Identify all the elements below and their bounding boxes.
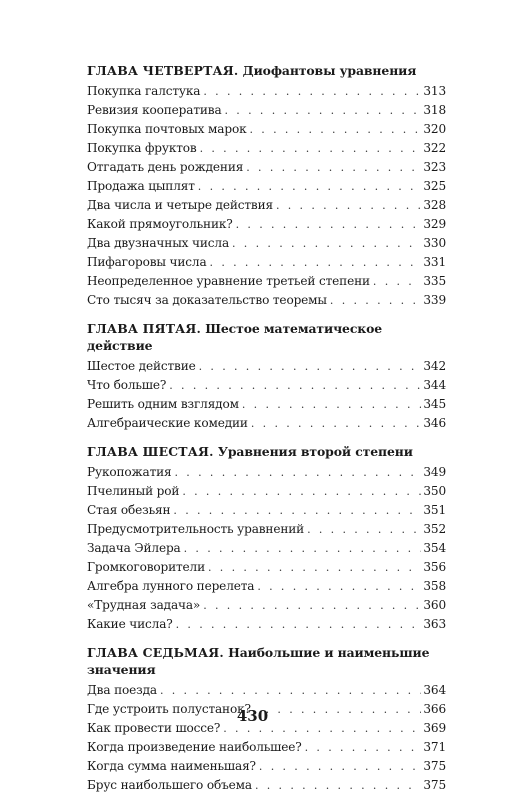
- dot-leader: [184, 539, 422, 558]
- chapter-4: [87, 62, 446, 310]
- toc-entry-page: 325: [423, 179, 446, 193]
- toc-entry-page: 313: [423, 84, 446, 98]
- toc-entry-title: Два числа и четыре действия: [87, 198, 273, 212]
- dot-leader: [210, 253, 422, 272]
- chapter-heading: [87, 320, 446, 354]
- chapter-5: [87, 320, 446, 433]
- toc-entry-title: Два двузначных числа: [87, 236, 230, 250]
- chapter-label: ГЛАВА ПЯТАЯ.: [87, 321, 202, 336]
- toc-entry: [87, 139, 446, 158]
- toc-entry-page: 360: [423, 598, 446, 612]
- toc-entry-title: Рукопожатия: [87, 465, 172, 479]
- toc-entry-title: Продажа цыплят: [87, 179, 195, 193]
- toc-entry-title: Покупка фруктов: [87, 141, 197, 155]
- toc-entry-page: 342: [423, 359, 446, 373]
- dot-leader: [236, 215, 422, 234]
- toc-entry-title: Отгадать день рождения: [87, 160, 244, 174]
- toc-entry: [87, 101, 446, 120]
- dot-leader: [199, 357, 422, 376]
- toc-entry-page: 369: [423, 721, 446, 735]
- toc-entry: [87, 501, 446, 520]
- toc-entry-page: 318: [423, 103, 446, 117]
- chapter-label: ГЛАВА ШЕСТАЯ.: [87, 444, 214, 459]
- toc-entry-title: Когда сумма наименьшая?: [87, 759, 256, 773]
- dot-leader: [208, 558, 421, 577]
- toc-entry: [87, 291, 446, 310]
- toc-entry: [87, 757, 446, 776]
- toc-entry: [87, 82, 446, 101]
- chapter-entries: [87, 463, 446, 634]
- toc-entry: [87, 520, 446, 539]
- toc-entry-page: 354: [423, 541, 446, 555]
- toc-entry-title: Как провести шоссе?: [87, 721, 221, 735]
- toc-entry-page: 375: [423, 778, 446, 792]
- chapter-entries: [87, 82, 446, 310]
- toc-entry-page: 349: [423, 465, 446, 479]
- toc-entry: [87, 395, 446, 414]
- dot-leader: [246, 158, 421, 177]
- toc-entry-title: «Трудная задача»: [87, 598, 201, 612]
- chapter-label: ГЛАВА СЕДЬМАЯ.: [87, 645, 224, 660]
- chapter-label: ГЛАВА ЧЕТВЕРТАЯ.: [87, 63, 239, 78]
- toc-entry: [87, 615, 446, 634]
- toc-entry-page: 323: [423, 160, 446, 174]
- chapter-heading: [87, 443, 446, 460]
- toc-entry-page: 352: [423, 522, 446, 536]
- toc-entry-title: Где устроить полустанок?: [87, 702, 251, 716]
- toc-entry-page: 356: [423, 560, 446, 574]
- chapter-entries: [87, 681, 446, 795]
- chapter-title: Уравнения второй степени: [217, 444, 413, 459]
- toc-entry-page: 345: [423, 397, 446, 411]
- dot-leader: [330, 291, 421, 310]
- page-number: 430: [236, 707, 269, 725]
- dot-leader: [255, 776, 421, 795]
- toc-entry-title: Громкоговорители: [87, 560, 205, 574]
- toc-entry-title: Алгебра лунного перелета: [87, 579, 255, 593]
- toc-entry-page: 364: [423, 683, 446, 697]
- toc-entry: [87, 776, 446, 795]
- chapter-title: Шестое математическое действие: [87, 321, 383, 353]
- toc-entry-page: 344: [423, 378, 446, 392]
- dot-leader: [200, 139, 422, 158]
- toc-entry-title: Какой прямоугольник?: [87, 217, 233, 231]
- toc-entry: [87, 738, 446, 757]
- toc-entry-title: Неопределенное уравнение третьей степени: [87, 274, 370, 288]
- dot-leader: [225, 101, 422, 120]
- toc-entry-title: Ревизия кооператива: [87, 103, 222, 117]
- toc-entry-page: 320: [423, 122, 446, 136]
- dot-leader: [203, 82, 421, 101]
- chapter-title: Наибольшие и наименьшие значения: [87, 645, 430, 677]
- chapter-title: Диофантовы уравнения: [242, 63, 417, 78]
- toc-entry-page: 335: [423, 274, 446, 288]
- toc-entry-title: Покупка почтовых марок: [87, 122, 247, 136]
- toc-entry: [87, 414, 446, 433]
- dot-leader: [176, 615, 422, 634]
- toc-entry: [87, 482, 446, 501]
- toc-entry-page: 330: [423, 236, 446, 250]
- chapter-entries: [87, 357, 446, 433]
- toc-entry-page: 331: [423, 255, 446, 269]
- toc-entry: [87, 158, 446, 177]
- dot-leader: [249, 120, 421, 139]
- dot-leader: [182, 482, 421, 501]
- dot-leader: [307, 520, 421, 539]
- toc-entry: [87, 357, 446, 376]
- toc-entry: [87, 681, 446, 700]
- toc-entry: [87, 177, 446, 196]
- toc-entry: [87, 463, 446, 482]
- toc-entry-page: 351: [423, 503, 446, 517]
- toc-entry: [87, 539, 446, 558]
- toc-entry-title: Сто тысяч за доказательство теоремы: [87, 293, 327, 307]
- dot-leader: [175, 463, 422, 482]
- toc-entry-title: Стая обезьян: [87, 503, 171, 517]
- toc-entry: [87, 215, 446, 234]
- toc-entry-title: Какие числа?: [87, 617, 173, 631]
- toc-entry-title: Два поезда: [87, 683, 157, 697]
- toc-entry-page: 371: [423, 740, 446, 754]
- dot-leader: [305, 738, 422, 757]
- toc-entry-page: 363: [423, 617, 446, 631]
- toc-entry-title: Шестое действие: [87, 359, 196, 373]
- chapter-6: [87, 443, 446, 634]
- toc-entry-title: Пчелиный рой: [87, 484, 180, 498]
- toc-entry: [87, 577, 446, 596]
- toc-entry-page: 366: [423, 702, 446, 716]
- toc-entry-page: 375: [423, 759, 446, 773]
- dot-leader: [259, 757, 421, 776]
- table-of-contents: [87, 62, 446, 795]
- dot-leader: [232, 234, 421, 253]
- toc-entry: [87, 234, 446, 253]
- dot-leader: [242, 395, 422, 414]
- toc-entry: [87, 196, 446, 215]
- toc-entry-title: Покупка галстука: [87, 84, 201, 98]
- toc-entry-page: 350: [423, 484, 446, 498]
- dot-leader: [276, 196, 421, 215]
- dot-leader: [251, 414, 422, 433]
- toc-entry-page: 328: [423, 198, 446, 212]
- toc-entry-title: Предусмотрительность уравнений: [87, 522, 305, 536]
- toc-entry: [87, 120, 446, 139]
- toc-entry-page: 339: [423, 293, 446, 307]
- toc-entry: [87, 376, 446, 395]
- toc-entry-title: Брус наибольшего объема: [87, 778, 252, 792]
- toc-entry-title: Алгебраические комедии: [87, 416, 248, 430]
- toc-entry-title: Что больше?: [87, 378, 167, 392]
- dot-leader: [198, 177, 422, 196]
- dot-leader: [160, 681, 421, 700]
- toc-entry: [87, 558, 446, 577]
- dot-leader: [203, 596, 421, 615]
- toc-entry-title: Когда произведение наибольшее?: [87, 740, 302, 754]
- dot-leader: [169, 376, 421, 395]
- dot-leader: [173, 501, 421, 520]
- dot-leader: [373, 272, 421, 291]
- dot-leader: [257, 577, 421, 596]
- toc-entry-page: 329: [423, 217, 446, 231]
- toc-entry-page: 322: [423, 141, 446, 155]
- chapter-heading: [87, 644, 446, 678]
- chapter-heading: [87, 62, 446, 79]
- toc-entry-title: Решить одним взглядом: [87, 397, 239, 411]
- toc-entry-page: 346: [423, 416, 446, 430]
- toc-entry: [87, 596, 446, 615]
- toc-entry: [87, 253, 446, 272]
- toc-entry-title: Задача Эйлера: [87, 541, 181, 555]
- toc-entry: [87, 272, 446, 291]
- toc-entry-page: 358: [423, 579, 446, 593]
- toc-entry-title: Пифагоровы числа: [87, 255, 207, 269]
